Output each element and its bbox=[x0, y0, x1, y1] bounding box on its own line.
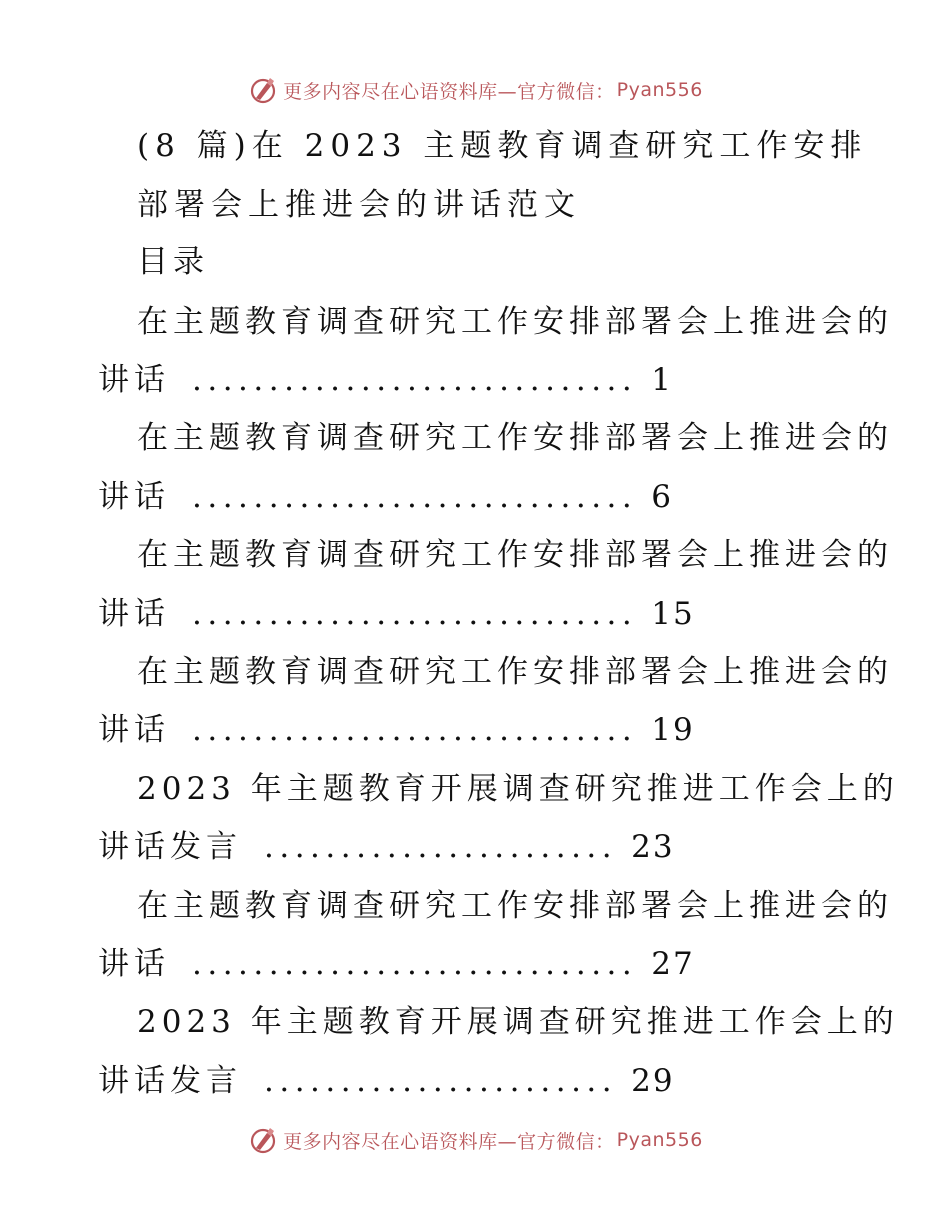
toc-entry-3-title[interactable]: 在主题教育调查研究工作安排部署会上推进会的 bbox=[137, 537, 893, 573]
document-title-line1: (8 篇)在 2023 主题教育调查研究工作安排 bbox=[137, 128, 868, 164]
toc-leader-dots: ............................. bbox=[192, 712, 638, 748]
watermark-text: 更多内容尽在心语资料库—官方微信： bbox=[283, 80, 615, 103]
toc-entry-5[interactable] bbox=[98, 823, 675, 871]
watermark-text: 更多内容尽在心语资料库—官方微信： bbox=[283, 1130, 615, 1153]
toc-entry-label: 讲话 bbox=[98, 479, 170, 515]
toc-heading: 目录 bbox=[137, 244, 209, 280]
toc-page-number: 29 bbox=[631, 1063, 675, 1099]
toc-entry-6[interactable] bbox=[98, 940, 695, 988]
brush-logo-icon bbox=[247, 1124, 279, 1156]
toc-page-number: 19 bbox=[651, 712, 695, 748]
toc-entry-label: 讲话 bbox=[98, 596, 170, 632]
toc-entry-5-title[interactable]: 2023 年主题教育开展调查研究推进工作会上的 bbox=[137, 771, 899, 807]
brush-logo-icon bbox=[247, 74, 279, 106]
toc-entry-label: 讲话 bbox=[98, 946, 170, 982]
toc-leader-dots: ............................. bbox=[192, 479, 638, 515]
toc-leader-dots: ....................... bbox=[264, 1063, 618, 1099]
toc-entry-label: 讲话发言 bbox=[98, 829, 242, 865]
toc-leader-dots: ....................... bbox=[264, 829, 618, 865]
footer-watermark bbox=[0, 1120, 950, 1160]
toc-entry-4-title[interactable]: 在主题教育调查研究工作安排部署会上推进会的 bbox=[137, 654, 893, 690]
toc-entry-1-title[interactable]: 在主题教育调查研究工作安排部署会上推进会的 bbox=[137, 304, 893, 340]
toc-entry-1[interactable] bbox=[98, 356, 673, 404]
toc-entry-6-title[interactable]: 在主题教育调查研究工作安排部署会上推进会的 bbox=[137, 888, 893, 924]
toc-entry-3[interactable] bbox=[98, 590, 695, 638]
toc-entry-7-title[interactable]: 2023 年主题教育开展调查研究推进工作会上的 bbox=[137, 1004, 899, 1040]
toc-entry-label: 讲话 bbox=[98, 362, 170, 398]
toc-entry-2-title[interactable]: 在主题教育调查研究工作安排部署会上推进会的 bbox=[137, 420, 893, 456]
toc-page-number: 23 bbox=[631, 829, 675, 865]
toc-entry-label: 讲话发言 bbox=[98, 1063, 242, 1099]
toc-entry-2[interactable] bbox=[98, 473, 673, 521]
header-watermark bbox=[0, 70, 950, 110]
toc-entry-label: 讲话 bbox=[98, 712, 170, 748]
watermark-wechat-id: Pyan556 bbox=[616, 1129, 703, 1151]
document-title-line2: 部署会上推进会的讲话范文 bbox=[137, 187, 581, 223]
toc-page-number: 27 bbox=[651, 946, 695, 982]
watermark-wechat-id: Pyan556 bbox=[616, 79, 703, 101]
toc-entry-4[interactable] bbox=[98, 706, 695, 754]
toc-leader-dots: ............................. bbox=[192, 596, 638, 632]
toc-entry-7[interactable] bbox=[98, 1057, 675, 1105]
toc-page-number: 1 bbox=[651, 362, 674, 398]
toc-page-number: 6 bbox=[651, 479, 674, 515]
toc-page-number: 15 bbox=[651, 596, 695, 632]
toc-leader-dots: ............................. bbox=[192, 362, 638, 398]
toc-leader-dots: ............................. bbox=[192, 946, 638, 982]
